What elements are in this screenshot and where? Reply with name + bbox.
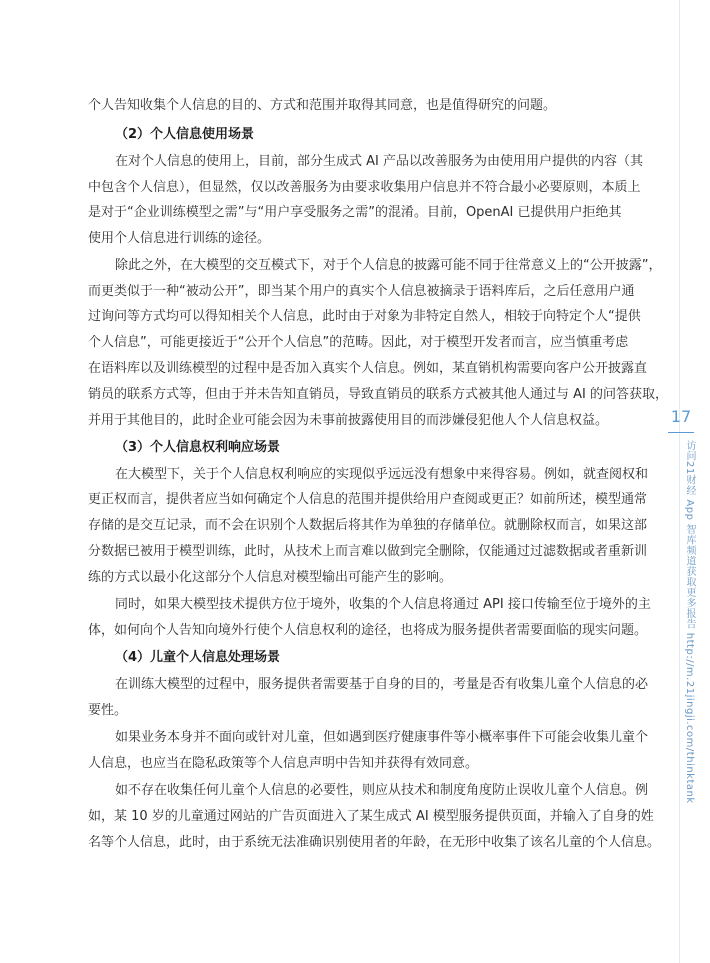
paragraph-line: 在对个人信息的使用上，目前，部分生成式 AI 产品以改善服务为由使用用户提供的内容（其 [115, 154, 643, 169]
paragraph-line: 中包含个人信息），但显然，仅以改善服务为由要求收集用户信息并不符合最小必要原则，本质上 [88, 180, 641, 195]
paragraph-line: 如不存在收集任何儿童个人信息的必要性，则应从技术和制度角度防止误收儿童个人信息。例 [115, 783, 649, 798]
paragraph-line: 销员的联系方式等，但由于并未告知直销员，导致直销员的联系方式被其他人通过与 AI 的问答获取， [88, 387, 668, 402]
paragraph-line: 并用于其他目的，此时企业可能会因为未事前披露使用目的而涉嫌侵犯他人个人信息权益。 [88, 413, 609, 428]
section-heading-personal-info-use: （2）个人信息使用场景 [115, 127, 255, 142]
paragraph-line: 分数据已被用于模型训练，此时，从技术上而言难以做到完全删除，仅能通过过滤数据或者重新训 [88, 544, 648, 559]
paragraph-line: 练的方式以最小化这部分个人信息对模型输出可能产生的影响。 [88, 570, 453, 585]
paragraph-line: 在大模型下，关于个人信息权利响应的实现似乎远远没有想象中来得容易。例如，就查阅权和 [115, 467, 649, 482]
paragraph-line: 在训练大模型的过程中，服务提供者需要基于自身的目的，考量是否有收集儿童个人信息的必 [115, 677, 649, 692]
paragraph-line: 个人告知收集个人信息的目的、方式和范围并取得其同意，也是值得研究的问题。 [88, 98, 557, 113]
section-heading-rights-response: （3）个人信息权利响应场景 [115, 440, 281, 455]
page-number-rule [668, 432, 694, 433]
paragraph-line: 是对于“企业训练模型之需”与“用户享受服务之需”的混淆。目前，OpenAI 已提供用户拒绝其 [88, 205, 622, 220]
paragraph-line: 使用个人信息进行训练的途径。 [88, 231, 271, 246]
paragraph-line: 更正权而言，提供者应当如何确定个人信息的范围并提供给用户查阅或更正？如前所述，模型通常 [88, 492, 648, 507]
side-note-vertical: 访问21财经 App 智库频道获取更多报告 http://m.21jingji.com/thinktank [684, 440, 695, 804]
paragraph-line: 如，某 10 岁的儿童通过网站的广告页面进入了某生成式 AI 模型服务提供页面，并输入了自身的姓 [88, 809, 654, 824]
paragraph-line: 名等个人信息，此时，由于系统无法准确识别使用者的年龄，在无形中收集了该名儿童的个人信息。 [88, 835, 661, 850]
paragraph-line: 存储的是交互记录，而不会在识别个人数据后将其作为单独的存储单位。就删除权而言，如果这部 [88, 518, 648, 533]
paragraph-line: 在语料库以及训练模型的过程中是否加入真实个人信息。例如，某直销机构需要向客户公开披露直 [88, 361, 648, 376]
page-number: 17 [670, 407, 692, 426]
paragraph-line: 而更类似于一种“被动公开”，即当某个用户的真实个人信息被摘录于语料库后，之后任意用户通 [88, 284, 635, 299]
paragraph-line: 体，如何向个人告知向境外行使个人信息权利的途径，也将成为服务提供者需要面临的现实问题。 [88, 623, 648, 638]
section-heading-children-info: （4）儿童个人信息处理场景 [115, 650, 281, 665]
paragraph-line: 要性。 [88, 703, 128, 718]
paragraph-line: 人信息，也应当在隐私政策等个人信息声明中告知并获得有效同意。 [88, 756, 479, 771]
paragraph-line: 除此之外，在大模型的交互模式下，对于个人信息的披露可能不同于往常意义上的“公开披露”， [115, 258, 662, 273]
paragraph-line: 过询问等方式均可以得知相关个人信息，此时由于对象为非特定自然人，相较于向特定个人“提供 [88, 309, 641, 324]
paragraph-line: 如果业务本身并不面向或针对儿童，但如遇到医疗健康事件等小概率事件下可能会收集儿童个 [115, 730, 649, 745]
paragraph-line: 个人信息”，可能更接近于“公开个人信息”的范畴。因此，对于模型开发者而言，应当慎重考虑 [88, 335, 629, 350]
paragraph-line: 同时，如果大模型技术提供方位于境外，收集的个人信息将通过 API 接口传输至位于境外的主 [115, 597, 651, 612]
